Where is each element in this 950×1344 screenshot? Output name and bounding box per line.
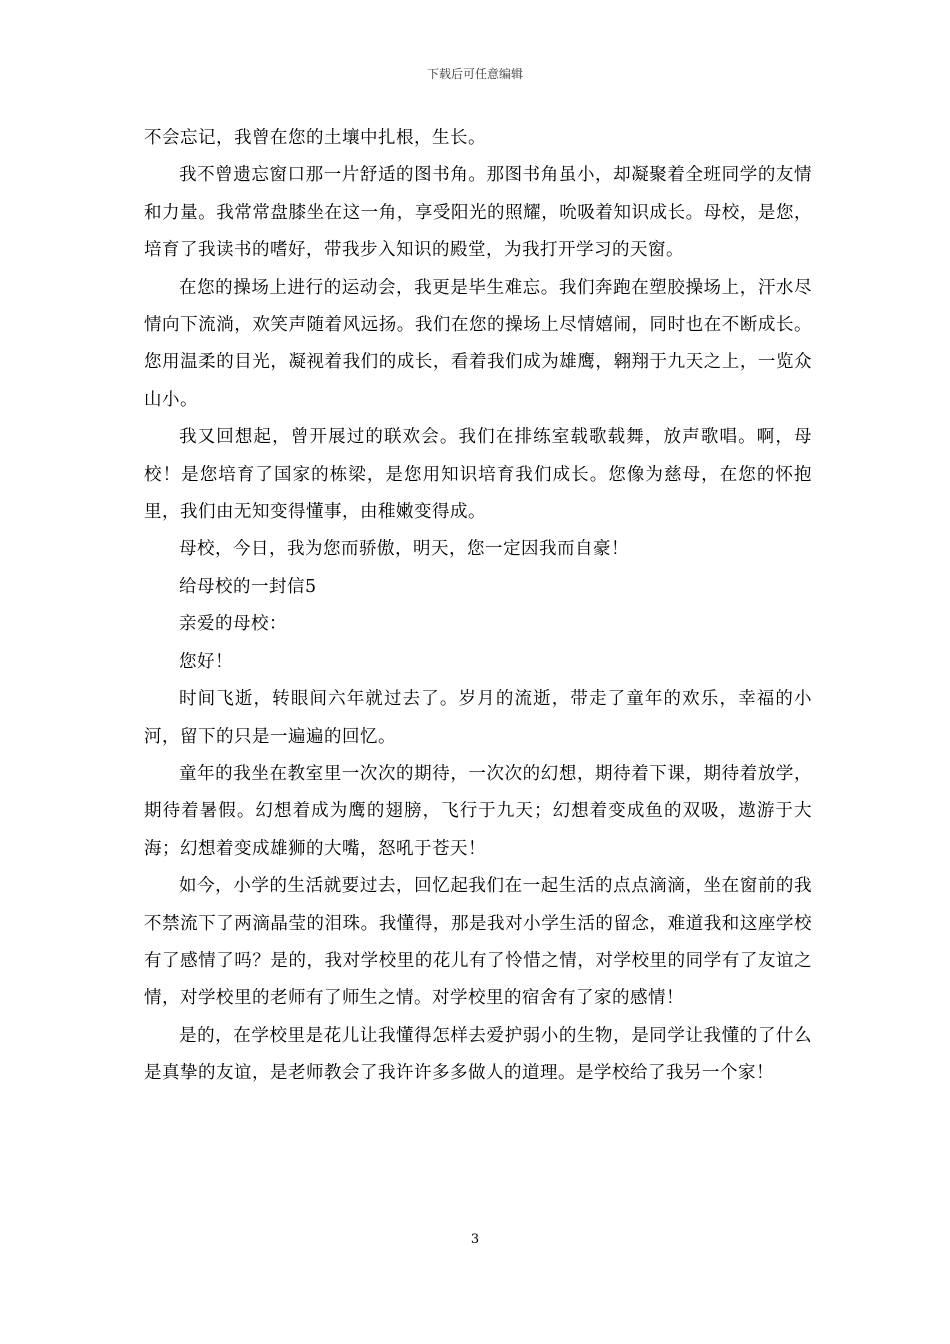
letter-greeting: 您好！ [179, 651, 233, 672]
paragraph-5: 母校，今日，我为您而骄傲，明天，您一定因我而自豪！ [179, 539, 629, 560]
paragraph-4: 我又回想起，曾开展过的联欢会。我们在排练室载歌载舞，放声歌唱。啊，母校！是您培育了国家的栋梁，是您用知识培育我们成长。您像为慈母，在您的怀抱里，我们由无知变得懂事，由稚嫩变得成。 [144, 427, 812, 523]
document-body [144, 120, 812, 1093]
paragraph-2: 我不曾遗忘窗口那一片舒适的图书角。那图书角虽小，却凝聚着全班同学的友情和力量。我常常盘膝坐在这一角，享受阳光的照耀，吮吸着知识成长。母校，是您，培育了我读书的嗜好，带我步入知识的殿堂，为我打开学习的天窗。 [144, 165, 812, 261]
page-header: 下载后可任意编辑 [426, 67, 523, 81]
letter-title: 给母校的一封信5 [179, 576, 317, 597]
paragraph-11: 如今，小学的生活就要过去，回忆起我们在一起生活的点点滴滴，坐在窗前的我不禁流下了两滴晶莹的泪珠。我懂得，那是我对小学生活的留念，难道我和这座学校有了感情了吗？是的，我对学校里的花儿有了怜惜之情，对学校里的同学有了友谊之情，对学校里的老师有了师生之情。对学校里的宿舍有了家的感情！ [144, 876, 812, 1009]
paragraph-12: 是的，在学校里是花儿让我懂得怎样去爱护弱小的生物，是同学让我懂的了什么是真挚的友谊，是老师教会了我许许多多做人的道理。是学校给了我另一个家！ [144, 1025, 812, 1084]
paragraph-3: 在您的操场上进行的运动会，我更是毕生难忘。我们奔跑在塑胶操场上，汗水尽情向下流淌，欢笑声随着风远扬。我们在您的操场上尽情嬉闹，同时也在不断成长。您用温柔的目光，凝视着我们的成长，看着我们成为雄鹰，翱翔于九天之上，一览众山小。 [144, 277, 812, 410]
letter-salutation: 亲爱的母校： [179, 614, 287, 635]
paragraph-9: 时间飞逝，转眼间六年就过去了。岁月的流逝，带走了童年的欢乐，幸福的小河，留下的只是一遍遍的回忆。 [144, 689, 812, 747]
paragraph-1: 不会忘记，我曾在您的土壤中扎根，生长。 [144, 128, 486, 148]
paragraph-10: 童年的我坐在教室里一次次的期待，一次次的幻想，期待着下课，期待着放学，期待着暑假。幻想着成为鹰的翅膀，飞行于九天；幻想着变成鱼的双吸，遨游于大海；幻想着变成雄狮的大嘴，怒吼于苍天！ [144, 763, 812, 859]
page-number: 3 [470, 1232, 480, 1247]
